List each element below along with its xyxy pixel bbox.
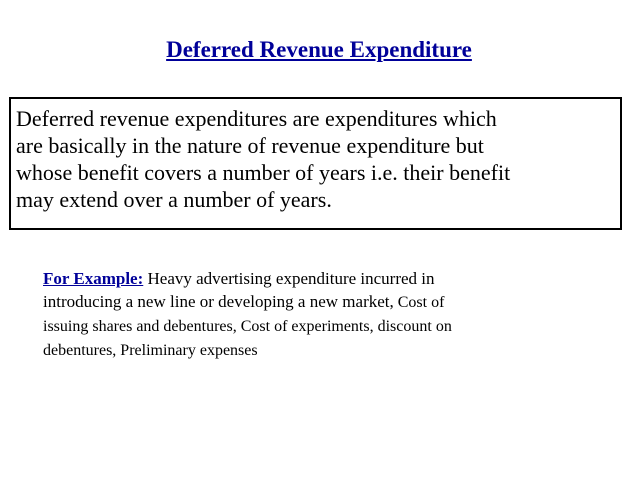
example-text: introducing a new line or developing a new market, <box>43 292 394 311</box>
definition-line: are basically in the nature of revenue expenditure but <box>16 133 484 158</box>
example-text: debentures, Preliminary expenses <box>43 342 258 359</box>
example-text: Cost of <box>393 294 445 311</box>
example-text: issuing shares and debentures, Cost of experiments, discount on <box>43 318 452 335</box>
definition-line: Deferred revenue expenditures are expenditures which <box>16 106 497 131</box>
example-label: For Example: <box>43 269 144 288</box>
definition-line: may extend over a number of years. <box>16 187 332 212</box>
definition-line: whose benefit covers a number of years i.e. their benefit <box>16 160 511 185</box>
slide-title: Deferred Revenue Expenditure <box>166 37 472 62</box>
definition-box <box>9 97 622 230</box>
example-paragraph <box>43 267 603 362</box>
example-text: Heavy advertising expenditure incurred in <box>143 269 435 288</box>
